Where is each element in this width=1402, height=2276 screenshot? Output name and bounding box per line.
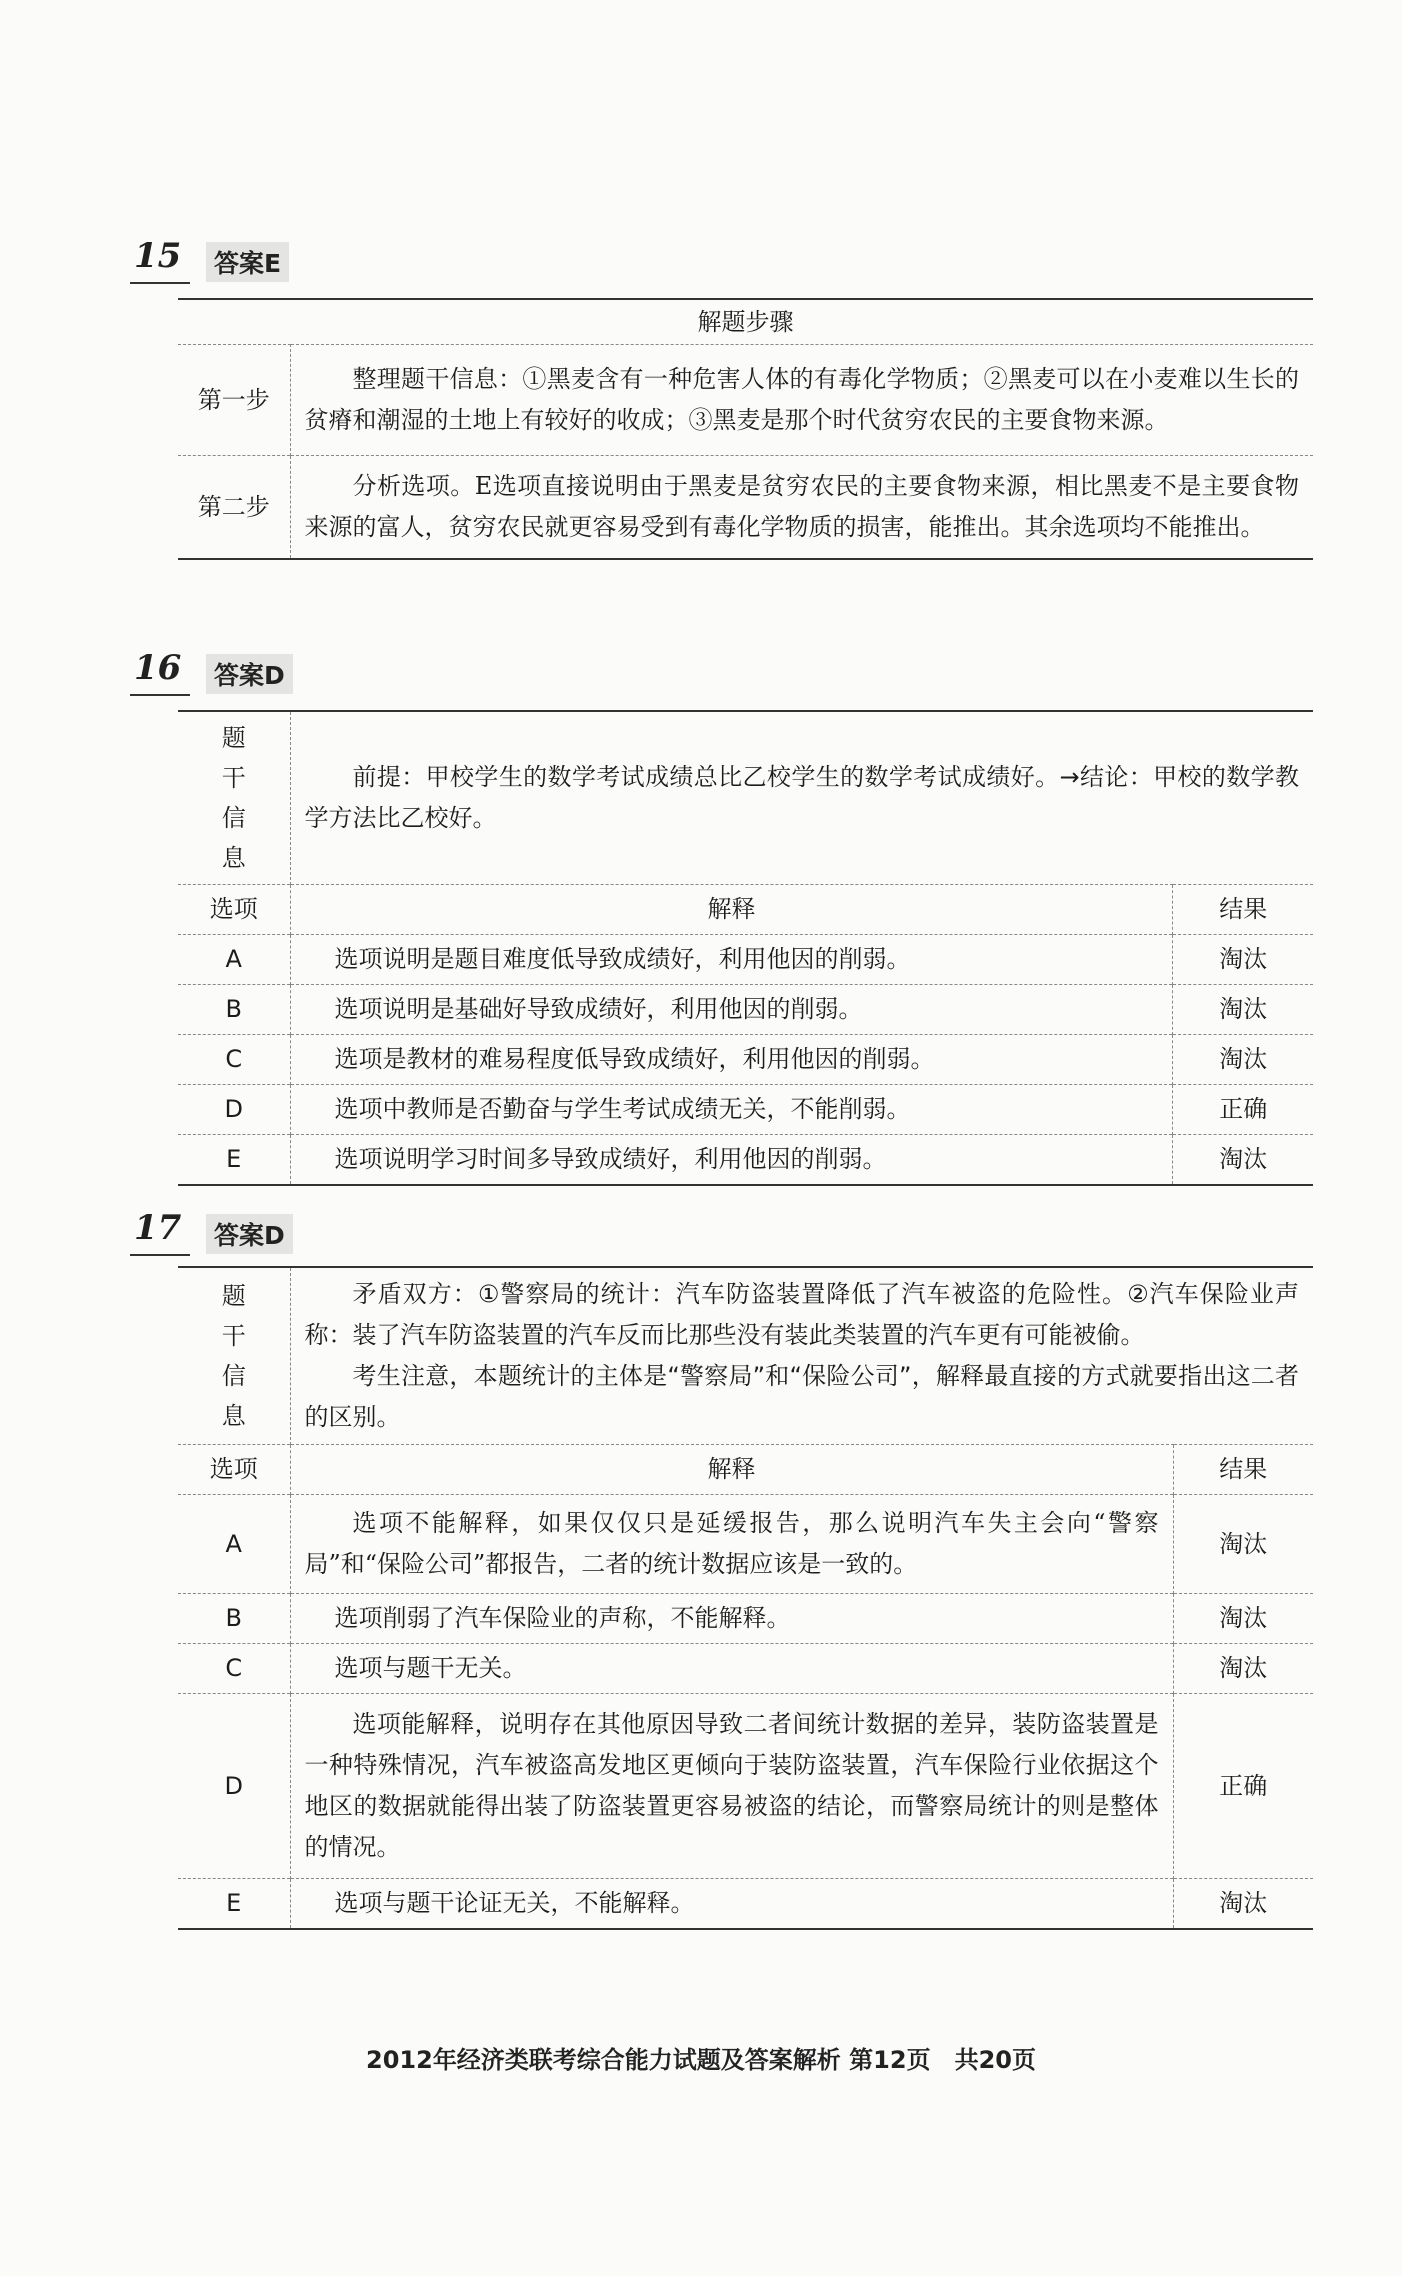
- table-row: [178, 935, 1313, 985]
- q16-info-row: [178, 711, 1313, 885]
- q16-explain-d: 选项中教师是否勤奋与学生考试成绩无关，不能削弱。: [290, 1085, 1173, 1135]
- table-row: [178, 1495, 1313, 1594]
- q17-number-underline: [130, 1254, 190, 1256]
- q16-number: 16: [134, 648, 182, 688]
- q16-option-e: E: [178, 1135, 290, 1186]
- q16-info-label: 题干信息: [178, 711, 290, 885]
- q16-number-underline: [130, 694, 190, 696]
- table-row: [178, 1035, 1313, 1085]
- q15-number-underline: [130, 282, 190, 284]
- q16-option-d: D: [178, 1085, 290, 1135]
- q17-explain-e: 选项与题干论证无关，不能解释。: [290, 1879, 1173, 1930]
- q16-result-e: 淘汰: [1173, 1135, 1313, 1186]
- q17-table: [178, 1266, 1313, 1930]
- q17-heading: [130, 1208, 330, 1256]
- q16-result-b: 淘汰: [1173, 985, 1313, 1035]
- q16-explain-c: 选项是教材的难易程度低导致成绩好，利用他因的削弱。: [290, 1035, 1173, 1085]
- q15-header-row: [178, 299, 1313, 345]
- table-row: [178, 345, 1313, 456]
- q16-col-result: 结果: [1173, 885, 1313, 935]
- q17-col-result: 结果: [1173, 1445, 1313, 1495]
- page-footer: 2012年经济类联考综合能力试题及答案解析 第12页 共20页: [366, 2046, 1036, 2074]
- q17-explain-c: 选项与题干无关。: [290, 1644, 1173, 1694]
- table-row: [178, 1694, 1313, 1879]
- q16-explain-b: 选项说明是基础好导致成绩好，利用他因的削弱。: [290, 985, 1173, 1035]
- table-row: [178, 1085, 1313, 1135]
- q17-explain-a: 选项不能解释，如果仅仅只是延缓报告，那么说明汽车失主会向“警察局”和“保险公司”都报告，二者的统计数据应该是一致的。: [290, 1495, 1173, 1594]
- q16-heading: [130, 648, 330, 696]
- q17-column-header: [178, 1445, 1313, 1495]
- q17-option-e: E: [178, 1879, 290, 1930]
- q17-number: 17: [134, 1208, 182, 1248]
- q17-option-c: C: [178, 1644, 290, 1694]
- q15-header: 解题步骤: [697, 308, 794, 336]
- q16-option-b: B: [178, 985, 290, 1035]
- table-row: [178, 456, 1313, 560]
- q17-option-d: D: [178, 1694, 290, 1879]
- q17-explain-b: 选项削弱了汽车保险业的声称，不能解释。: [290, 1594, 1173, 1644]
- q16-table: [178, 710, 1313, 1186]
- q17-info-cell: [290, 1267, 1313, 1445]
- q17-result-d: 正确: [1173, 1694, 1313, 1879]
- q16-col-option: 选项: [178, 885, 290, 935]
- q17-result-b: 淘汰: [1173, 1594, 1313, 1644]
- q17-info-paragraph-1: 矛盾双方：①警察局的统计：汽车防盗装置降低了汽车被盗的危险性。②汽车保险业声称：装了汽车防盗装置的汽车反而比那些没有装此类装置的汽车更有可能被偷。: [304, 1280, 1299, 1349]
- q16-option-a: A: [178, 935, 290, 985]
- q15-table: [178, 298, 1313, 560]
- q17-info-paragraph-2: 考生注意，本题统计的主体是“警察局”和“保险公司”，解释最直接的方式就要指出这二者的区别。: [304, 1362, 1299, 1431]
- q15-step2-label: 第二步: [178, 456, 290, 560]
- q17-result-a: 淘汰: [1173, 1495, 1313, 1594]
- q16-answer: 答案D: [206, 654, 293, 694]
- table-row: [178, 1594, 1313, 1644]
- q17-info-label: 题干信息: [178, 1267, 290, 1445]
- q17-result-c: 淘汰: [1173, 1644, 1313, 1694]
- q15-step1-label: 第一步: [178, 345, 290, 456]
- q17-option-b: B: [178, 1594, 290, 1644]
- q16-explain-a: 选项说明是题目难度低导致成绩好，利用他因的削弱。: [290, 935, 1173, 985]
- q17-result-e: 淘汰: [1173, 1879, 1313, 1930]
- q15-heading: [130, 236, 330, 284]
- q16-col-explain: 解释: [290, 885, 1173, 935]
- q17-answer: 答案D: [206, 1214, 293, 1254]
- table-row: [178, 985, 1313, 1035]
- q17-explain-d: 选项能解释，说明存在其他原因导致二者间统计数据的差异，装防盗装置是一种特殊情况，汽车被盗高发地区更倾向于装防盗装置，汽车保险行业依据这个地区的数据就能得出装了防盗装置更容易被盗的结论，而警察局统计的则是整体的情况。: [290, 1694, 1173, 1879]
- q16-info-text: 前提：甲校学生的数学考试成绩总比乙校学生的数学考试成绩好。→结论：甲校的数学教学方法比乙校好。: [304, 763, 1299, 832]
- table-row: [178, 1135, 1313, 1186]
- q16-result-a: 淘汰: [1173, 935, 1313, 985]
- q16-option-c: C: [178, 1035, 290, 1085]
- q15-number: 15: [134, 236, 182, 276]
- q16-result-d: 正确: [1173, 1085, 1313, 1135]
- q15-step1-text: 整理题干信息：①黑麦含有一种危害人体的有毒化学物质；②黑麦可以在小麦难以生长的贫瘠和潮湿的土地上有较好的收成；③黑麦是那个时代贫穷农民的主要食物来源。: [290, 345, 1313, 456]
- q15-step2-text: 分析选项。E选项直接说明由于黑麦是贫穷农民的主要食物来源，相比黑麦不是主要食物来源的富人，贫穷农民就更容易受到有毒化学物质的损害，能推出。其余选项均不能推出。: [290, 456, 1313, 560]
- q16-result-c: 淘汰: [1173, 1035, 1313, 1085]
- q16-explain-e: 选项说明学习时间多导致成绩好，利用他因的削弱。: [290, 1135, 1173, 1186]
- table-row: [178, 1644, 1313, 1694]
- q17-col-option: 选项: [178, 1445, 290, 1495]
- q17-option-a: A: [178, 1495, 290, 1594]
- table-row: [178, 1879, 1313, 1930]
- q17-col-explain: 解释: [290, 1445, 1173, 1495]
- q16-column-header: [178, 885, 1313, 935]
- q15-answer: 答案E: [206, 242, 289, 282]
- q17-info-row: [178, 1267, 1313, 1445]
